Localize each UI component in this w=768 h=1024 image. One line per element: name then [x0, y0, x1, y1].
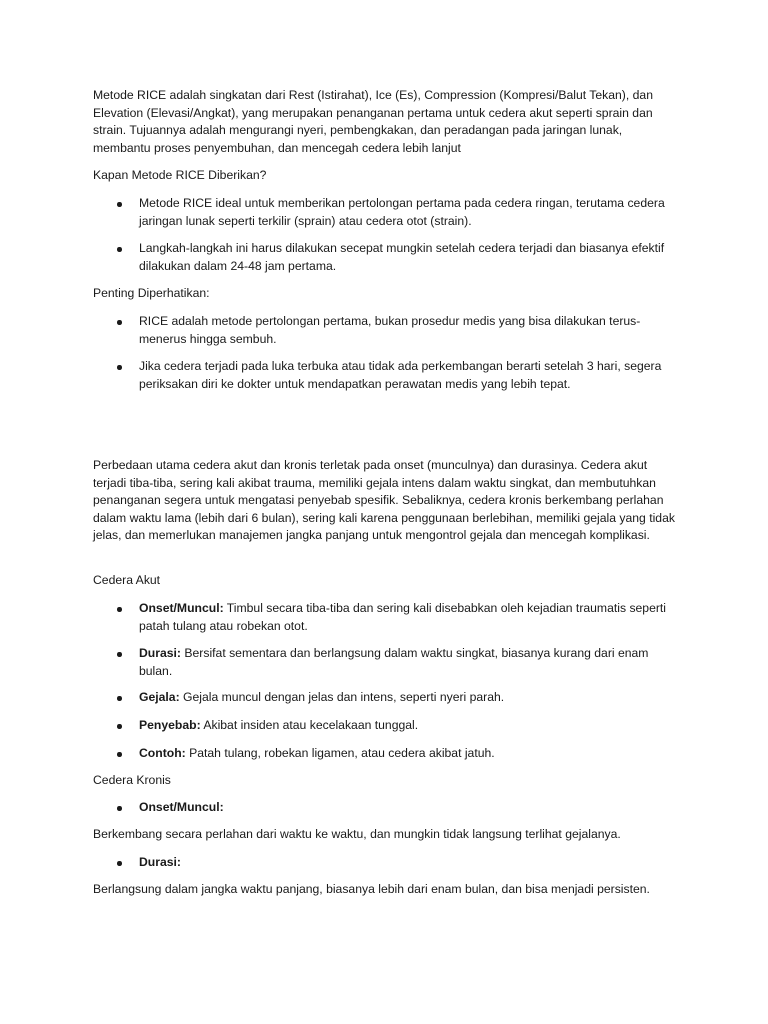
- acute-item-text: Gejala muncul dengan jelas dan intens, seperti nyeri parah.: [179, 690, 505, 704]
- injury-intro-paragraph: Perbedaan utama cedera akut dan kronis terletak pada onset (munculnya) dan durasinya. Cedera akut terjadi tiba-tiba, sering kali akibat trauma, memiliki gejala intens dalam waktu singkat, dan membutuhkan penanganan segera untuk mengatasi penyebab spesifik. Sebaliknya, cedera kronis berkembang perlahan dalam waktu lama (lebih dari 6 bulan), sering kali karena penggunaan berlebihan, memiliki gejala yang tidak jelas, dan memerlukan manajemen jangka panjang untuk mengontrol gejala dan mencegah komplikasi.: [93, 458, 675, 543]
- acute-item-label: Durasi:: [139, 646, 181, 660]
- chronic-duration-bullet: [139, 854, 684, 872]
- rice-when-item: Langkah-langkah ini harus dilakukan secepat mungkin setelah cedera terjadi dan biasanya efektif dilakukan dalam 24-48 jam pertama.: [139, 240, 684, 275]
- acute-item-label: Penyebab:: [139, 718, 201, 732]
- chronic-duration-label: Durasi:: [139, 855, 181, 869]
- rice-important-heading: Penting Diperhatikan:: [93, 286, 210, 300]
- chronic-onset-label: Onset/Muncul:: [139, 800, 224, 814]
- rice-important-item: Jika cedera terjadi pada luka terbuka atau tidak ada perkembangan berarti setelah 3 hari, segera periksakan diri ke dokter untuk mendapatkan perawatan medis yang lebih tepat.: [139, 358, 684, 393]
- acute-item: [139, 717, 684, 735]
- acute-item-text: Akibat insiden atau kecelakaan tunggal.: [200, 718, 419, 732]
- acute-item: [139, 600, 684, 635]
- rice-when-item: Metode RICE ideal untuk memberikan pertolongan pertama pada cedera ringan, terutama cedera jaringan lunak seperti terkilir (sprain) atau cedera otot (strain).: [139, 195, 684, 230]
- acute-heading: Cedera Akut: [93, 573, 161, 587]
- rice-intro-paragraph: Metode RICE adalah singkatan dari Rest (Istirahat), Ice (Es), Compression (Kompresi/Balut Tekan), dan Elevation (Elevasi/Angkat), yang merupakan penanganan pertama untuk cedera akut seperti sprain dan strain. Tujuannya adalah mengurangi nyeri, pembengkakan, dan peradangan pada jaringan lunak, membantu proses penyembuhan, dan mencegah cedera lebih lanjut: [93, 88, 653, 155]
- chronic-onset-bullet: [139, 799, 684, 817]
- acute-item: [139, 689, 684, 707]
- acute-item-text: Patah tulang, robekan ligamen, atau cedera akibat jatuh.: [185, 746, 495, 760]
- acute-item-text: Timbul secara tiba-tiba dan sering kali disebabkan oleh kejadian traumatis seperti patah tulang atau robekan otot.: [139, 601, 667, 633]
- acute-item-text: Bersifat sementara dan berlangsung dalam waktu singkat, biasanya kurang dari enam bulan.: [139, 646, 649, 678]
- chronic-duration-text: Berlangsung dalam jangka waktu panjang, biasanya lebih dari enam bulan, dan bisa menjadi persisten.: [93, 882, 650, 896]
- acute-item-label: Gejala:: [139, 690, 180, 704]
- acute-item-label: Contoh:: [139, 746, 186, 760]
- chronic-heading: Cedera Kronis: [93, 773, 171, 787]
- rice-when-heading: Kapan Metode RICE Diberikan?: [93, 168, 267, 182]
- acute-item-label: Onset/Muncul:: [139, 601, 224, 615]
- chronic-onset-text: Berkembang secara perlahan dari waktu ke waktu, dan mungkin tidak langsung terlihat gejalanya.: [93, 827, 621, 841]
- acute-item: [139, 745, 684, 763]
- rice-important-item: RICE adalah metode pertolongan pertama, bukan prosedur medis yang bisa dilakukan terus-menerus hingga sembuh.: [139, 313, 684, 348]
- acute-item: [139, 645, 684, 680]
